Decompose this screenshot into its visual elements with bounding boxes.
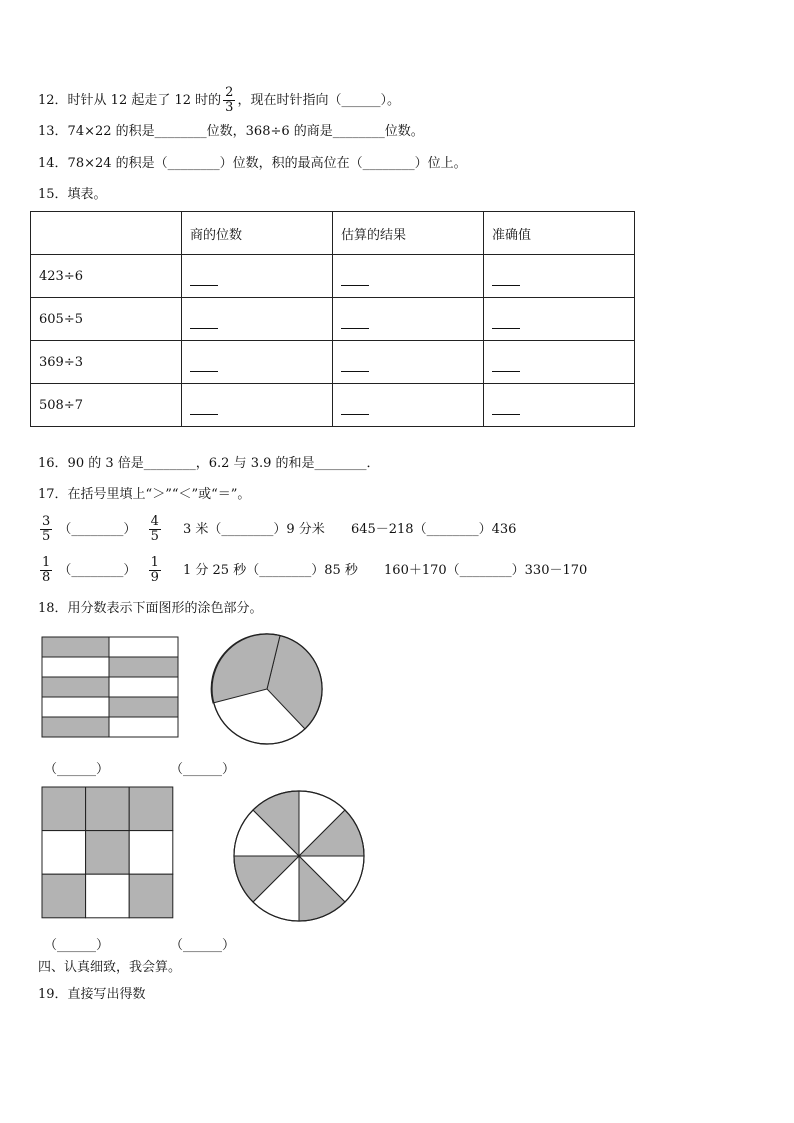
question-19-title: 19．直接写出得数 — [38, 987, 146, 1002]
table-row — [31, 298, 635, 341]
answer-blank[interactable] — [333, 255, 484, 298]
figure-grid — [41, 786, 175, 920]
row-label: 369÷3 — [31, 341, 182, 384]
row-label: 508÷7 — [31, 384, 182, 427]
question-14: 14．78×24 的积是（________）位数，积的最高位在（________）位上。 — [38, 156, 467, 171]
table-header-row — [31, 212, 635, 255]
q17-paren[interactable]: （________） — [58, 563, 137, 578]
question-17-title: 17．在括号里填上“＞”“＜”或“＝”。 — [38, 487, 251, 502]
question-12 — [38, 86, 400, 115]
figure-striped-rectangle — [41, 636, 181, 740]
answer-blank[interactable] — [182, 384, 333, 427]
answer-paren[interactable]: （______） — [170, 938, 236, 953]
answer-blank[interactable] — [484, 255, 635, 298]
section-4-title: 四、认真细致，我会算。 — [38, 960, 182, 975]
table-header: 商的位数 — [182, 212, 333, 255]
q17-fraction: $\frac{3}{5}$ — [42, 514, 51, 544]
q12-fraction: $\frac{2}{3}$ — [225, 85, 234, 115]
table-row — [31, 341, 635, 384]
q12-suffix: ，现在时针指向（______）。 — [237, 93, 400, 108]
row-label: 605÷5 — [31, 298, 182, 341]
question-18-title: 18．用分数表示下面图形的涂色部分。 — [38, 601, 263, 616]
q17-item-compare[interactable]: 160＋170（________）330－170 — [384, 563, 588, 578]
answer-blank[interactable] — [484, 341, 635, 384]
row-label: 423÷6 — [31, 255, 182, 298]
table-header: 准确值 — [484, 212, 635, 255]
figure-circle-thirds — [209, 631, 325, 747]
answer-blank[interactable] — [333, 384, 484, 427]
q17-item-time[interactable]: 1 分 25 秒（________）85 秒 — [183, 563, 358, 578]
question-13: 13．74×22 的积是________位数，368÷6 的商是________位数。 — [38, 124, 424, 139]
q17-row-2 — [38, 554, 587, 588]
q17-item-length[interactable]: 3 米（________）9 分米 — [183, 522, 325, 537]
answer-blank[interactable] — [182, 255, 333, 298]
answer-paren[interactable]: （______） — [170, 762, 236, 777]
q17-fraction: $\frac{4}{5}$ — [150, 514, 159, 544]
q12-prefix: 12．时针从 12 起走了 12 时的 — [38, 93, 222, 108]
estimate-table — [30, 211, 635, 427]
figure-circle-eighths — [231, 788, 367, 924]
q17-row-1 — [38, 513, 516, 547]
q17-item-subtract[interactable]: 645－218（________）436 — [350, 522, 517, 537]
q17-fraction: $\frac{1}{9}$ — [150, 555, 159, 585]
answer-blank[interactable] — [333, 341, 484, 384]
answer-paren[interactable]: （______） — [44, 762, 110, 777]
table-row — [31, 384, 635, 427]
question-16: 16．90 的 3 倍是________，6.2 与 3.9 的和是________． — [38, 456, 380, 471]
answer-paren[interactable]: （______） — [44, 938, 110, 953]
answer-blank[interactable] — [182, 341, 333, 384]
answer-blank[interactable] — [333, 298, 484, 341]
table-row — [31, 255, 635, 298]
answer-blank[interactable] — [484, 384, 635, 427]
answer-blank[interactable] — [484, 298, 635, 341]
q17-paren[interactable]: （________） — [58, 522, 137, 537]
answer-blank[interactable] — [182, 298, 333, 341]
q17-fraction: $\frac{1}{8}$ — [42, 555, 51, 585]
table-header: 估算的结果 — [333, 212, 484, 255]
question-15-title: 15．填表。 — [38, 187, 107, 202]
table-header — [31, 212, 182, 255]
